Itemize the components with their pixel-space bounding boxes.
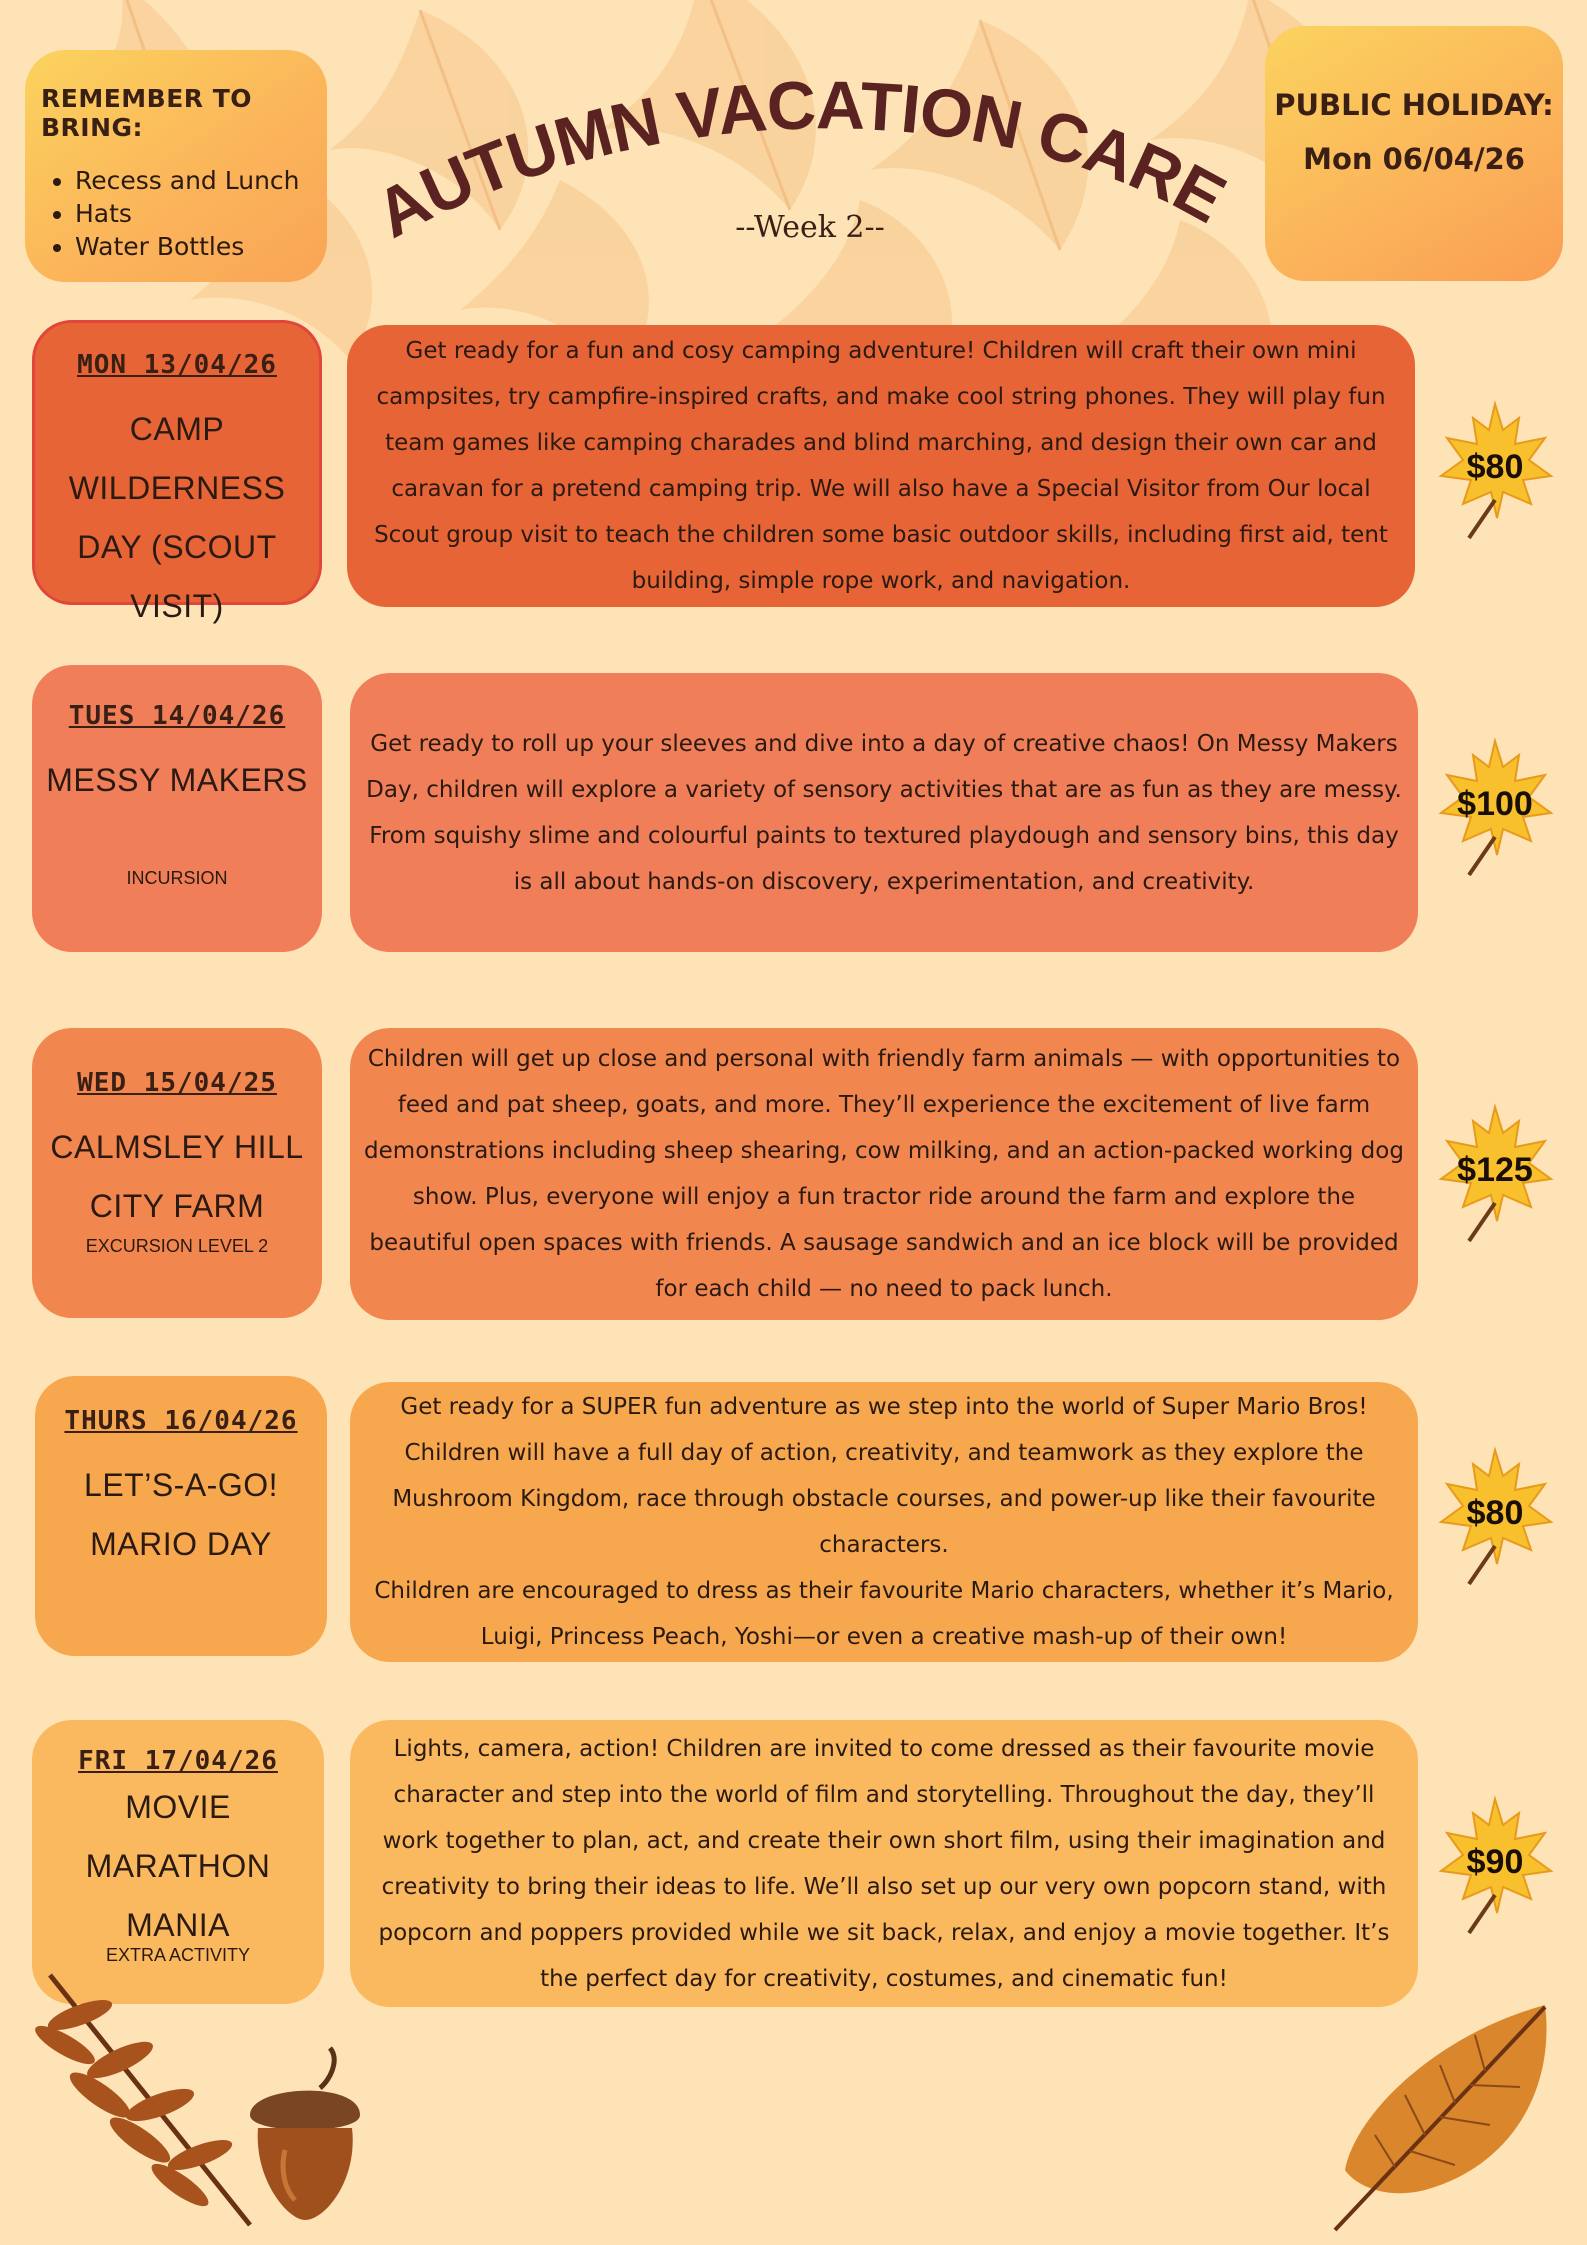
public-holiday-date: Mon 06/04/26: [1303, 142, 1525, 176]
day-title-line: MARIO DAY: [90, 1526, 272, 1562]
acorn-icon: [230, 2040, 380, 2230]
day-date: WED 15/04/25: [77, 1068, 277, 1098]
price-leaf-fri: [1435, 1795, 1555, 1935]
day-description-thurs: [350, 1382, 1418, 1662]
price-label: $90: [1466, 1843, 1524, 1881]
day-subtitle: EXTRA ACTIVITY: [105, 1945, 251, 1965]
day-title-line: MARATHON: [85, 1848, 271, 1884]
day-card-wed: [32, 1028, 322, 1318]
day-description-mon: [347, 325, 1415, 607]
day-description-tues: [350, 673, 1418, 952]
description-text: Get ready to roll up your sleeves and dive into a day of creative chaos! On Messy Makers Day, children will explore a variety of sensory activities that are as fun as they are messy. From squishy slime and colourful paints to textured playdough and sensory bins, this day is all about hands-on discovery, experimentation, and creativity.: [366, 730, 1402, 895]
page-title: AUTUMN VACATION CARE: [363, 67, 1237, 253]
day-description-fri: [350, 1720, 1418, 2007]
day-title-line: MESSY MAKERS: [46, 762, 308, 798]
bring-item: • Hats: [75, 197, 327, 230]
day-title-line: CITY FARM: [89, 1188, 265, 1224]
day-card-tues: [32, 665, 322, 952]
day-title-line: LET’S-A-GO!: [84, 1467, 278, 1503]
day-title-line: MANIA: [126, 1907, 230, 1943]
description-text: Get ready for a SUPER fun adventure as we step into the world of Super Mario Bros! Children will have a full day of action, creativity, and teamwork as they explore the Mushroom Kingdom, race through obstacle courses, and power-up like their favourite characters.: [392, 1394, 1376, 1558]
title-graphic: [360, 62, 1260, 282]
description-text: Get ready for a fun and cosy camping adventure! Children will craft their own mini campsites, try campfire-inspired crafts, and make cool string phones. They will play fun team games like camping charades and blind marching, and design their own car and caravan for a pretend camping trip. We will also have a Special Visitor from Our local Scout group visit to teach the children some basic outdoor skills, including first aid, tent building, simple rope work, and navigation.: [374, 338, 1388, 594]
public-holiday-title: PUBLIC HOLIDAY:: [1274, 88, 1554, 122]
price-leaf-thurs: [1435, 1446, 1555, 1586]
day-description-wed: [350, 1028, 1418, 1320]
public-holiday-box: [1265, 26, 1563, 281]
price-label: $125: [1457, 1151, 1533, 1189]
remember-to-bring-box: [25, 50, 327, 282]
remember-to-bring-title: REMEMBER TO BRING:: [41, 84, 253, 142]
day-title-line: DAY (SCOUT VISIT): [77, 529, 277, 624]
price-leaf-mon: [1435, 400, 1555, 540]
day-card-mon: [32, 320, 322, 624]
day-subtitle: INCURSION: [126, 868, 228, 888]
day-date: MON 13/04/26: [77, 350, 277, 380]
fern-leaf-icon: [10, 1965, 260, 2235]
price-leaf-tues: [1435, 737, 1555, 877]
description-text: Lights, camera, action! Children are invited to come dressed as their favourite movie character and step into the world of film and storytelling. Throughout the day, they’ll work together to plan, act, and create their own short film, using their imagination and creativity to bring their ideas to life. We’ll also set up our very own popcorn stand, with popcorn and poppers provided while we sit back, relax, and enjoy a movie together. It’s the perfect day for creativity, costumes, and cinematic fun!: [378, 1735, 1390, 1992]
week-label: --Week 2--: [735, 210, 885, 245]
day-title-line: MOVIE: [125, 1789, 231, 1825]
day-card-thurs: [35, 1376, 327, 1656]
day-title-line: CAMP WILDERNESS: [68, 411, 286, 506]
page-header: [360, 62, 1260, 282]
autumn-leaf-icon: [1315, 1995, 1560, 2235]
day-subtitle: EXCURSION LEVEL 2: [85, 1236, 269, 1256]
description-text: Children will get up close and personal with friendly farm animals — with opportunities to feed and pat sheep, goats, and more. They’ll experience the excitement of live farm demonstrations including sheep shearing, cow milking, and an action-packed working dog show. Plus, everyone will enjoy a fun tractor ride around the farm and explore the beautiful open spaces with friends. A sausage sandwich and an ice block will be provided for each child — no need to pack lunch.: [364, 1046, 1404, 1302]
bring-item: • Recess and Lunch: [75, 164, 327, 197]
bring-item: • Water Bottles: [75, 230, 327, 263]
price-leaf-wed: [1435, 1103, 1555, 1243]
price-label: $80: [1466, 448, 1524, 486]
price-label: $100: [1457, 785, 1533, 823]
day-date: TUES 14/04/26: [68, 701, 286, 731]
day-title-line: CALMSLEY HILL: [50, 1129, 304, 1165]
day-card-fri: [32, 1720, 324, 2004]
description-text: Children are encouraged to dress as their favourite Mario characters, whether it’s Mario, Luigi, Princess Peach, Yoshi—or even a creative mash-up of their own!: [374, 1578, 1394, 1650]
bring-list: [41, 164, 327, 263]
price-label: $80: [1466, 1494, 1524, 1532]
day-date: THURS 16/04/26: [64, 1406, 298, 1436]
day-date: FRI 17/04/26: [78, 1746, 278, 1776]
